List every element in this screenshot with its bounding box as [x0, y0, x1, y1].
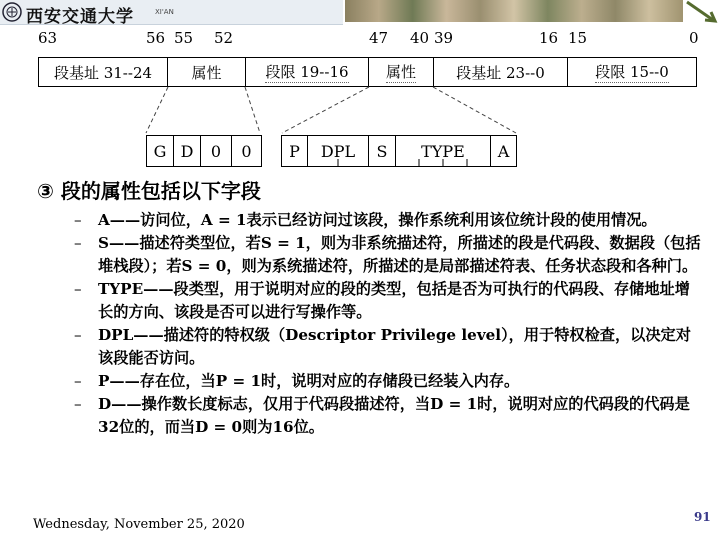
- attr-zero: 0: [200, 135, 232, 167]
- attr-a: A: [490, 135, 517, 167]
- bit-number: 63: [38, 29, 58, 47]
- bit-number: 56: [146, 29, 166, 47]
- bit-number: 52: [214, 29, 234, 47]
- university-name-latin: XI'AN: [155, 8, 174, 16]
- list-item: – P——存在位，当P = 1时，说明对应的存储段已经装入内存。: [74, 372, 520, 390]
- field-description-list: [74, 209, 702, 439]
- list-item: – TYPE——段类型，用于说明对应的段的类型，包括是否为可执行的代码段、存储地址增长的方向、该段是否可以进行写操作等。: [74, 280, 690, 321]
- field-limit-15-0: 段限 15--0: [567, 57, 697, 87]
- bit-number: 15: [568, 29, 588, 47]
- list-item: – S——描述符类型位，若S = 1，则为非系统描述符，所描述的段是代码段、数据段（包括堆栈段）；若S = 0，则为系统描述符，所描述的是局部描述符表、任务状态段和各种门。: [74, 234, 701, 275]
- bit-number: 0: [689, 29, 699, 47]
- list-item: – DPL——描述符的特权级（Descriptor Privilege level），用于特权检查，以决定对该段能否访问。: [74, 326, 691, 367]
- footer-date: Wednesday, November 25, 2020: [33, 517, 245, 532]
- section-title: ③ 段的属性包括以下字段: [37, 179, 261, 203]
- bit-number: 40: [410, 29, 430, 47]
- field-limit-19-16: 段限 19--16: [245, 57, 369, 87]
- attr-p: P: [281, 135, 308, 167]
- attr-s: S: [368, 135, 396, 167]
- bit-number: 55: [174, 29, 194, 47]
- field-attributes-high: 属性: [167, 57, 246, 87]
- bit-number: 16: [539, 29, 559, 47]
- attr-g: G: [146, 135, 174, 167]
- list-item: – A——访问位，A = 1表示已经访问过该段，操作系统利用该位统计段的使用情况。: [74, 211, 657, 229]
- university-name: 西安交通大学: [26, 7, 134, 27]
- bit-number: 39: [434, 29, 454, 47]
- attr-type: TYPE: [395, 135, 491, 167]
- page-number: 91: [694, 510, 711, 524]
- bit-number: 47: [369, 29, 389, 47]
- attr-dpl: DPL: [307, 135, 369, 167]
- attr-d: D: [173, 135, 201, 167]
- list-item: – D——操作数长度标志，仅用于代码段描述符，当D = 1时，说明对应的代码段的代码是32位的，而当D = 0则为16位。: [74, 395, 690, 436]
- field-base-23-0: 段基址 23--0: [433, 57, 568, 87]
- attr-zero: 0: [231, 135, 262, 167]
- field-base-31-24: 段基址 31--24: [38, 57, 168, 87]
- field-attributes-low: 属性: [368, 57, 434, 87]
